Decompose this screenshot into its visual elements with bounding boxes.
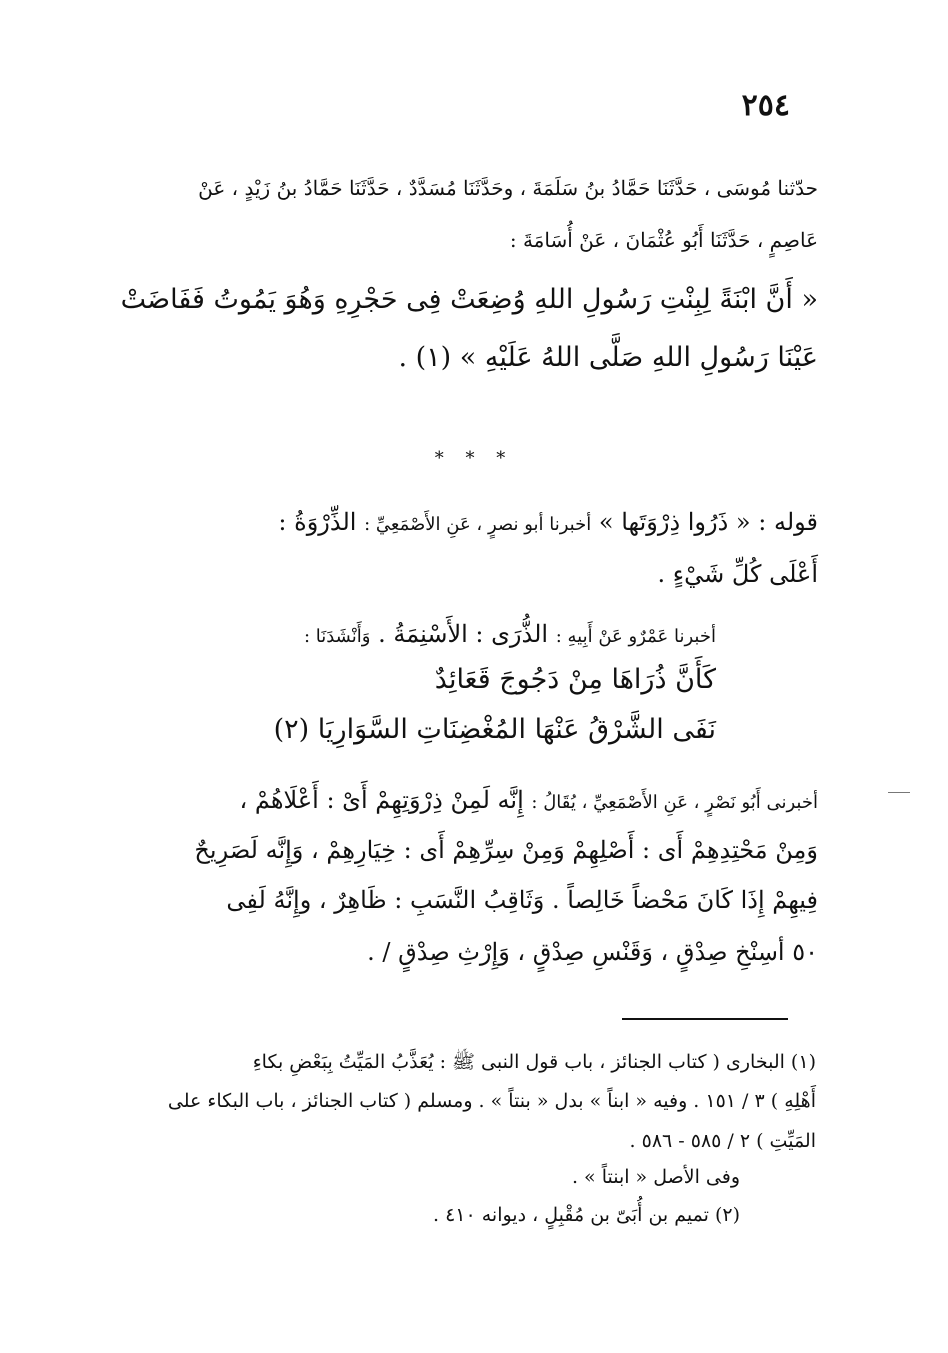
footnote-1-line-3: المَيِّتِ ) ٢ / ٥٨٥ - ٥٨٦ . [629, 1130, 816, 1152]
section-separator: * * * [434, 448, 514, 469]
verse-line-2: نَفَى الشَّرْقُ عَنْهَا المُغْضِنَاتِ السَّوَارِيَا (٢) [273, 714, 716, 745]
comment-3-line-3: فِيهِمْ إِذَا كَانَ مَحْضاً خَالِصاً . وَثَاقِبُ النَّسَبِ : ظَاهِرٌ ، وإِنَّهُ لَفِى [226, 886, 818, 914]
comment-3-main: إِنَّه لَمِنْ ذِرْوَتِهِمْ أَىْ : أَعْلَاهُمْ ، [239, 786, 524, 814]
footnote-1-line-4: وفى الأصل « ابنتاً » . [571, 1166, 740, 1188]
comment-3-line-4: سِنْخِ صِدْقٍ ، وَقَنْسِ صِدْقٍ ، وَإِرْثِ صِدْقٍ / . [367, 938, 778, 966]
manuscript-folio-marker: ٥٠ أ [777, 938, 818, 966]
comment-2-source: أخبرنا عَمْرٌو عَنْ أَبِيهِ : [555, 626, 716, 647]
footnote-2: (٢) تميم بن أُبَىّ بن مُقْبِلٍ ، ديوانه ٤١٠ . [432, 1204, 740, 1226]
footnote-1-line-1: (١) البخارى ( كتاب الجنائز ، باب قول النبى ﷺ : يُعَذَّبُ المَيِّتُ بِبَعْضِ بكاءِ [252, 1051, 816, 1073]
isnad-line-2: عَاصِمٍ ، حَدَّثَنَا أَبُو عُثْمَانَ ، عَنْ أُسَامَةَ : [509, 228, 818, 252]
comment-3-line-2: وَمِنْ مَحْتِدِهِمْ أَى : أَصْلِهِمْ وَمِنْ سِرِّهِمْ أَى : خِيَارِهِمْ ، وَإِنَّه لَصَرِيحٌ [194, 836, 818, 864]
comment-1-lead: قوله : « ذَرُوا ذِرْوَتَها » [598, 508, 818, 536]
comment-3-source: أخبرنى أَبُو نَصْرٍ ، عَنِ الأَصْمَعِيِّ ، يُقَالُ : [531, 792, 818, 813]
comment-1-source: أخبرنا أبو نصرٍ ، عَنِ الأَصْمَعِيِّ : [364, 514, 592, 535]
page-number: ٢٥٤ [741, 88, 790, 123]
comment-3-line-1 [240, 786, 818, 814]
footnote-divider [622, 1018, 788, 1020]
hadith-line-2: عَيْنَا رَسُولِ اللهِ صَلَّى اللهُ عَلَيْهِ » (١) . [398, 342, 818, 373]
verse-line-1: كَأَنَّ ذُرَاهَا مِنْ دَجُوجَ قَعَائِدٌ [434, 664, 716, 695]
comment-2-main: الذُّرَى : الأَسْنِمَةُ . [378, 620, 549, 648]
isnad-line-1: حدّثنا مُوسَى ، حَدَّثَنَا حَمَّادُ بنُ سَلَمَةَ ، وحَدَّثَنَا مُسَدَّدٌ ، حَدَّثَنَا حَمَّادُ بنُ زَيْدٍ ، عَنْ [198, 176, 818, 200]
comment-1-line-1 [278, 508, 818, 536]
footnote-1-line-2: أَهْلِهِ ) ٣ / ١٥١ . وفيه « ابناً » بدل « بنتاً » . ومسلم ( كتاب الجنائز ، باب البكاء على [167, 1090, 816, 1112]
comment-2-line [304, 620, 716, 648]
comment-2-tail: وَأَنْشَدَنَا : [303, 626, 371, 647]
comment-1-line-2: أَعْلَى كُلِّ شَيْءٍ . [657, 560, 818, 588]
comment-1-term: الذِّرْوَةُ : [278, 508, 357, 536]
margin-tick-mark [888, 792, 910, 793]
hadith-line-1: « أَنَّ ابْنَةً لِبِنْتِ رَسُولِ اللهِ وُضِعَتْ فِى حَجْرِهِ وَهُوَ يَمُوتُ فَفَاضَتْ [120, 284, 818, 315]
